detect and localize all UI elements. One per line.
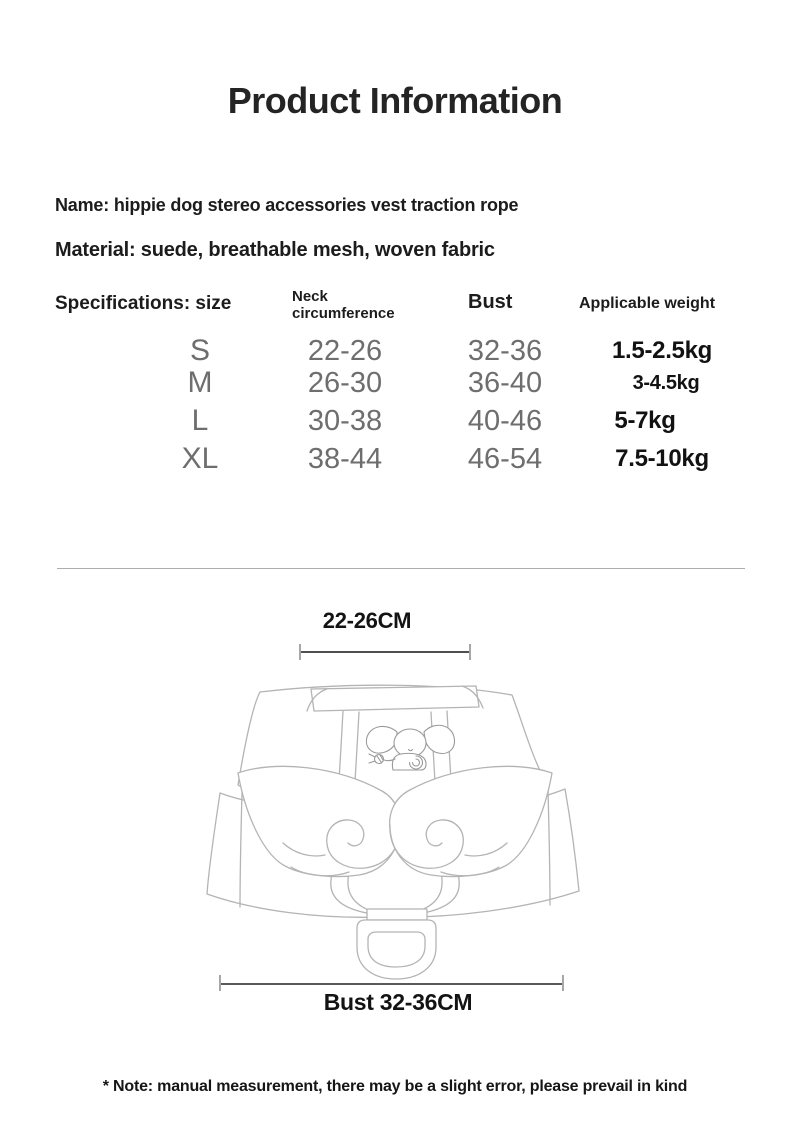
neck-cell: 26-30	[307, 367, 383, 399]
table-row	[0, 333, 790, 369]
measure-tick	[219, 975, 221, 991]
size-cell: XL	[181, 442, 219, 475]
product-material-line: Material: suede, breathable mesh, woven fabric	[55, 239, 495, 261]
measure-tick	[562, 975, 564, 991]
header-specifications-size: Specifications: size	[55, 293, 232, 314]
table-row	[0, 403, 790, 439]
page-title: Product Information	[227, 80, 563, 121]
measure-tick	[469, 644, 471, 660]
neck-cell: 38-44	[307, 443, 383, 475]
section-divider	[57, 568, 745, 569]
neck-measurement-label: 22-26CM	[322, 608, 412, 633]
header-neck-circumference: Neck circumference	[292, 288, 395, 322]
weight-cell: 3-4.5kg	[632, 372, 700, 394]
bust-cell: 36-40	[467, 367, 543, 399]
bust-cell: 32-36	[467, 335, 543, 367]
bust-cell: 46-54	[467, 443, 543, 475]
measure-tick	[299, 644, 301, 660]
neck-cell: 22-26	[307, 335, 383, 367]
back-strap	[311, 686, 479, 711]
product-name-line: Name: hippie dog stereo accessories vest traction rope	[55, 195, 519, 215]
neck-measurement-line	[300, 651, 470, 653]
bust-measurement-line	[220, 983, 563, 985]
table-row	[0, 441, 790, 477]
header-bust: Bust	[468, 291, 513, 313]
weight-cell: 5-7kg	[614, 407, 676, 434]
header-applicable-weight: Applicable weight	[579, 295, 716, 312]
size-cell: M	[187, 366, 213, 399]
weight-cell: 1.5-2.5kg	[611, 337, 713, 364]
harness-diagram	[195, 675, 595, 985]
weight-cell: 7.5-10kg	[615, 445, 709, 472]
measurement-note: * Note: manual measurement, there may be a slight error, please prevail in kind	[102, 1078, 688, 1095]
size-cell: L	[191, 404, 209, 437]
size-cell: S	[189, 334, 210, 367]
table-row	[0, 365, 790, 401]
neck-cell: 30-38	[307, 405, 383, 437]
strap-tab	[367, 909, 427, 920]
bust-measurement-label: Bust 32-36CM	[323, 989, 473, 1015]
bust-cell: 40-46	[467, 405, 543, 437]
